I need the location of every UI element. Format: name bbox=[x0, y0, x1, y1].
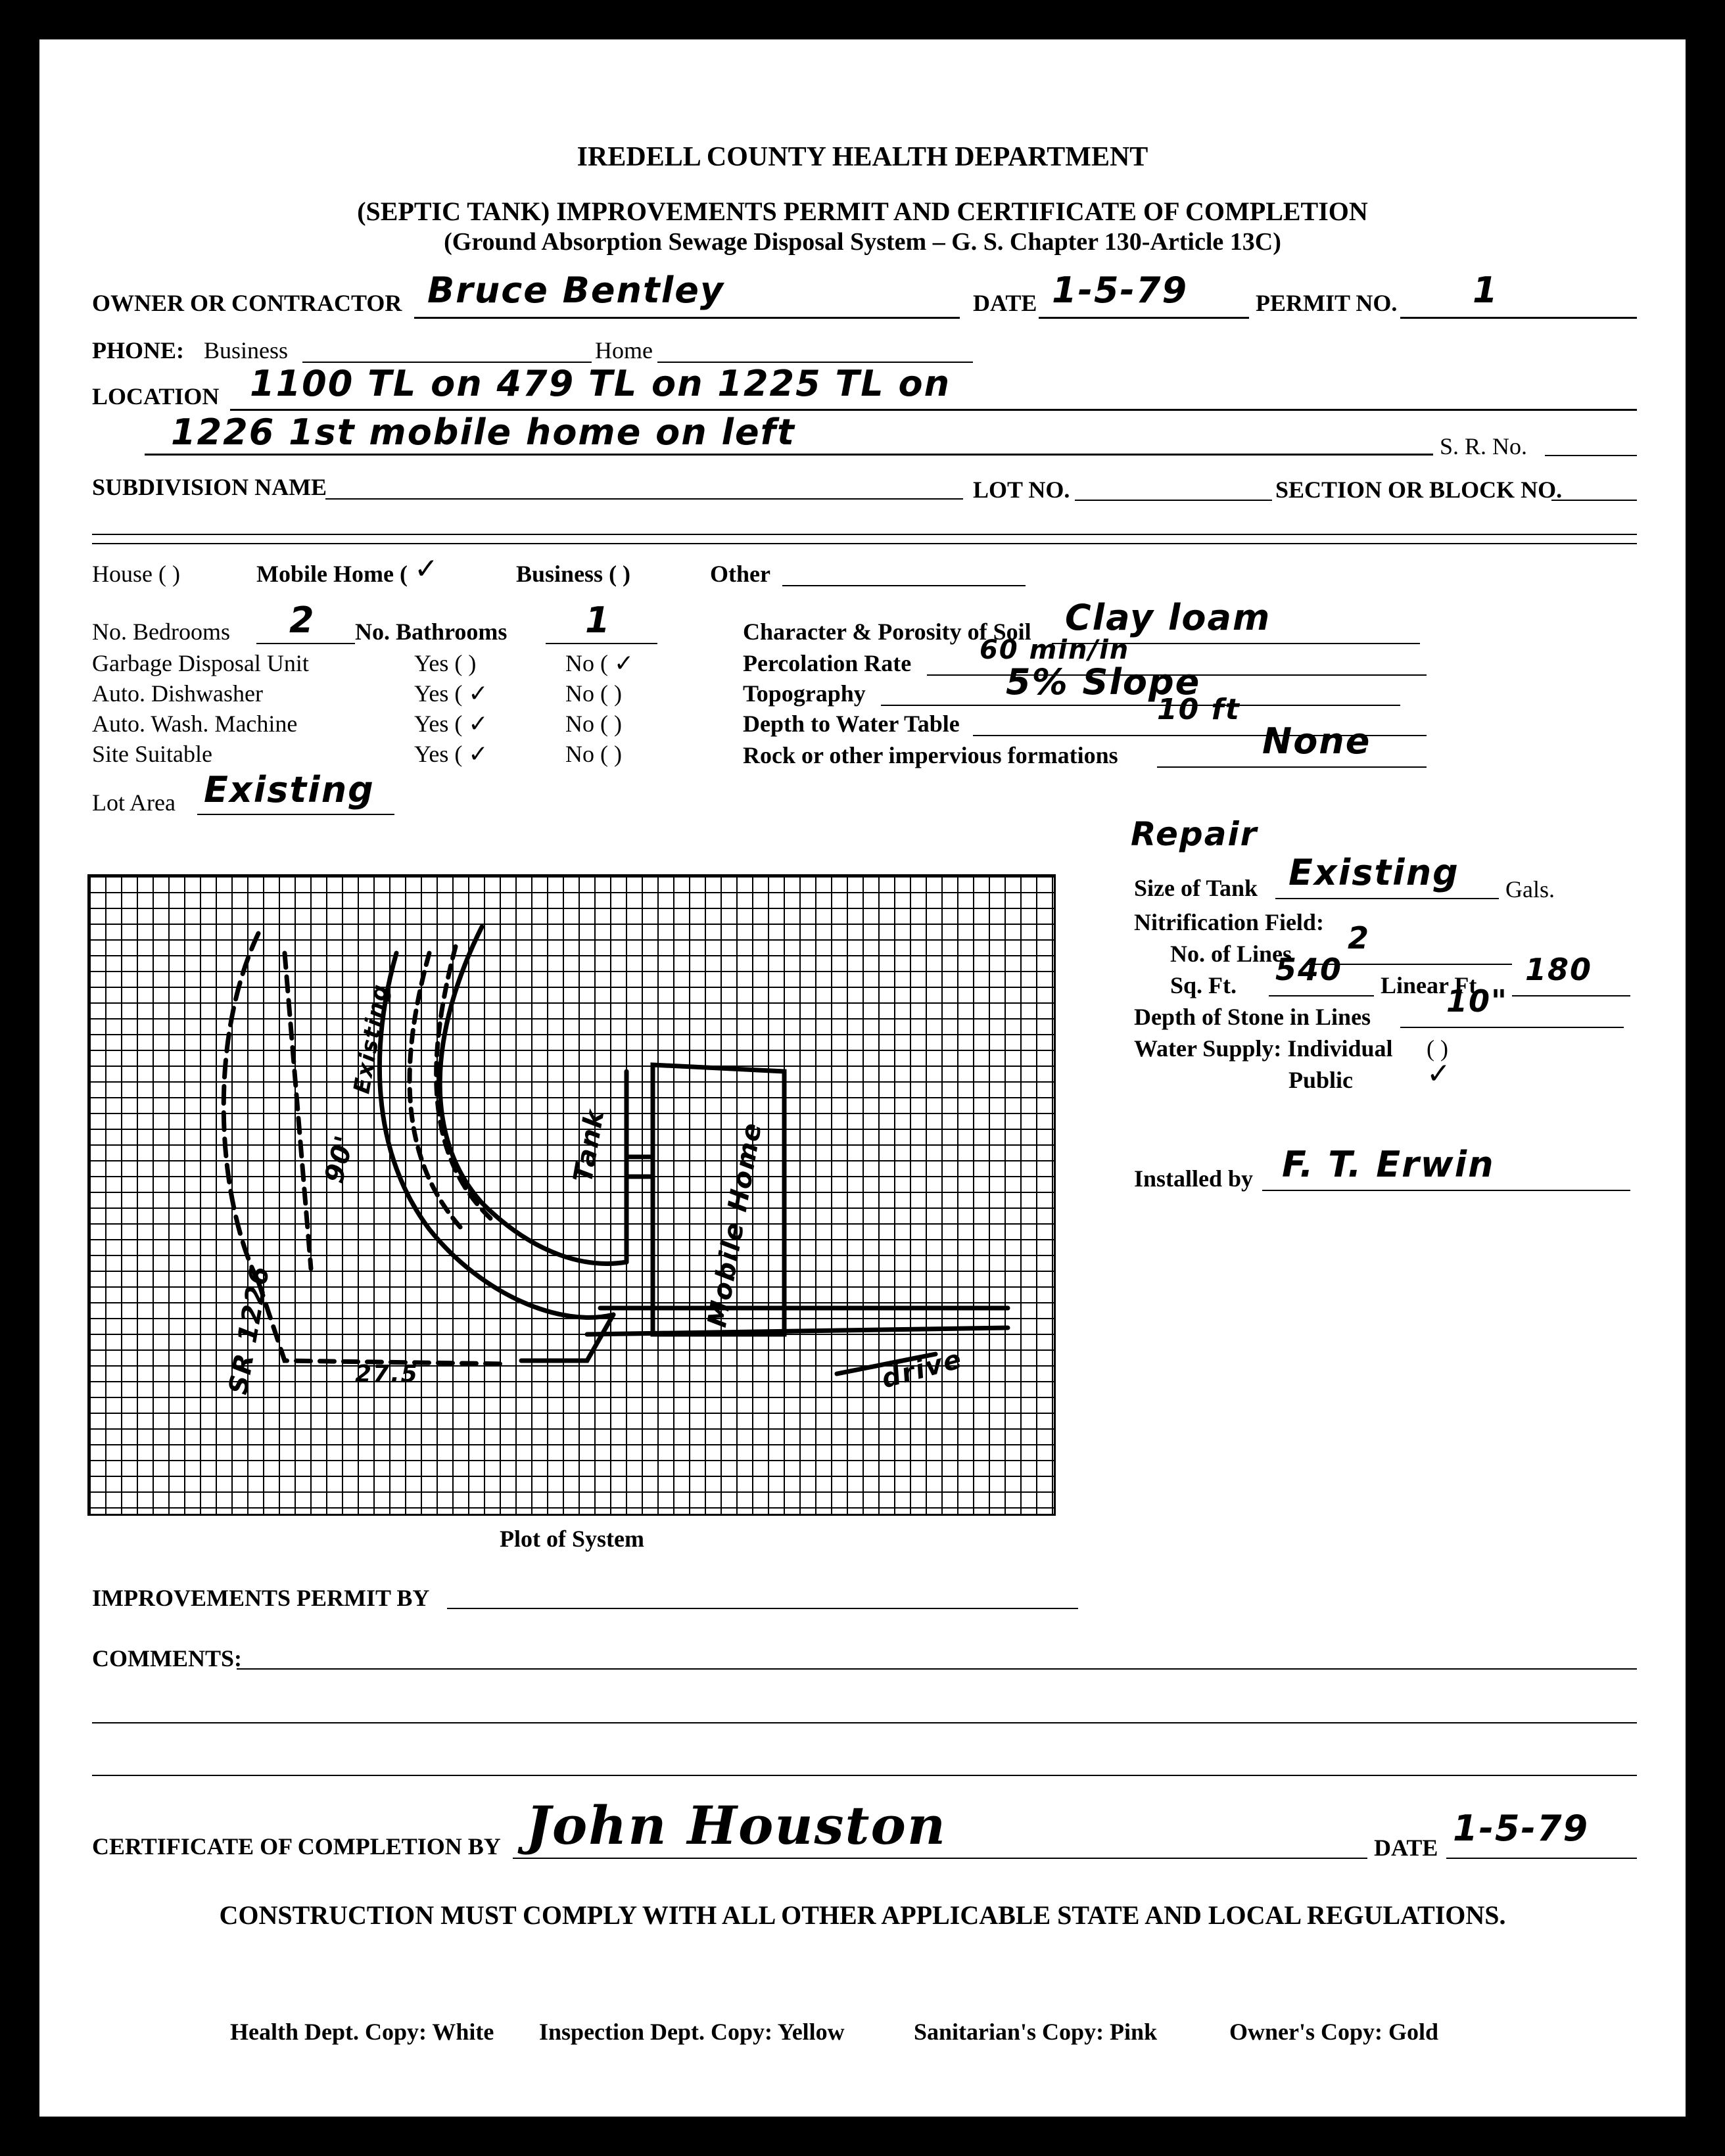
location-value-2[interactable]: 1226 1st mobile home on left bbox=[171, 411, 795, 453]
perc-label: Percolation Rate bbox=[743, 650, 912, 676]
perc-value[interactable]: 60 min/in bbox=[980, 635, 1130, 665]
lot-area-line bbox=[197, 814, 394, 815]
topo-line bbox=[881, 705, 1400, 706]
nitrification-label: Nitrification Field: bbox=[1134, 909, 1324, 935]
phone-home-label: Home bbox=[595, 337, 653, 363]
tank-size-line bbox=[1275, 898, 1499, 899]
type-house[interactable]: House ( ) bbox=[92, 561, 180, 587]
comments-line-2[interactable] bbox=[92, 1722, 1637, 1723]
type-mobile-check[interactable]: ✓ bbox=[414, 552, 440, 586]
comments-line-1[interactable] bbox=[237, 1668, 1637, 1670]
comments-line-3[interactable] bbox=[92, 1775, 1637, 1776]
location-line-2 bbox=[145, 454, 1433, 456]
type-other-label: Other bbox=[710, 561, 770, 587]
amenity-garbage-yes[interactable]: Yes ( ) bbox=[414, 650, 477, 676]
plot-sketch bbox=[87, 874, 1054, 1515]
sqft-label: Sq. Ft. bbox=[1170, 972, 1237, 998]
owner-line bbox=[414, 317, 960, 319]
copy-owner: Owner's Copy: Gold bbox=[1229, 2019, 1439, 2045]
section-line[interactable] bbox=[1551, 500, 1637, 501]
phone-label: PHONE: bbox=[92, 337, 184, 363]
amenity-garbage-no[interactable]: No ( ✓ bbox=[565, 650, 634, 676]
subdivision-label: SUBDIVISION NAME bbox=[92, 474, 327, 500]
stone-value[interactable]: 10" bbox=[1446, 983, 1508, 1019]
date-label: DATE bbox=[973, 290, 1037, 316]
amenity-washer-yes[interactable]: Yes ( ✓ bbox=[414, 711, 488, 737]
tank-size-label: Size of Tank bbox=[1134, 875, 1258, 901]
sketch-label-mobile-home: Mobile Home bbox=[701, 1119, 768, 1330]
tank-size-value[interactable]: Existing bbox=[1288, 852, 1459, 893]
type-other-line[interactable] bbox=[782, 585, 1026, 586]
sketch-label-existing: Existing bbox=[348, 981, 394, 1096]
certificate-date-label: DATE bbox=[1374, 1835, 1438, 1861]
water-table-label: Depth to Water Table bbox=[743, 711, 960, 737]
amenity-garbage-label: Garbage Disposal Unit bbox=[92, 650, 309, 676]
permit-value[interactable]: 1 bbox=[1473, 270, 1499, 311]
amenity-dishwasher-label: Auto. Dishwasher bbox=[92, 680, 263, 707]
bathrooms-line bbox=[546, 643, 657, 644]
sr-line[interactable] bbox=[1545, 455, 1637, 456]
location-label: LOCATION bbox=[92, 383, 220, 410]
sqft-value[interactable]: 540 bbox=[1275, 952, 1343, 987]
water-supply-label: Water Supply: Individual bbox=[1134, 1035, 1393, 1062]
date-value[interactable]: 1-5-79 bbox=[1052, 270, 1189, 311]
department-title: IREDELL COUNTY HEALTH DEPARTMENT bbox=[577, 142, 1148, 172]
phone-business-label: Business bbox=[204, 337, 289, 363]
permit-form bbox=[39, 39, 1686, 2117]
amenity-site-no[interactable]: No ( ) bbox=[565, 741, 622, 767]
topo-value[interactable]: 5% Slope bbox=[1006, 661, 1201, 703]
sketch-label-road: SR 1226 bbox=[223, 1263, 276, 1397]
lot-area-value[interactable]: Existing bbox=[204, 769, 375, 810]
improvements-line[interactable] bbox=[447, 1608, 1078, 1609]
lot-area-label: Lot Area bbox=[92, 789, 176, 816]
rock-value[interactable]: None bbox=[1262, 720, 1371, 762]
water-supply-public-label: Public bbox=[1288, 1067, 1354, 1093]
certificate-date-line bbox=[1446, 1858, 1637, 1859]
linear-line bbox=[1512, 995, 1630, 996]
certificate-line bbox=[513, 1858, 1367, 1859]
certificate-date-value[interactable]: 1-5-79 bbox=[1453, 1808, 1590, 1849]
bedrooms-line bbox=[256, 643, 355, 644]
plot-caption: Plot of System bbox=[500, 1526, 644, 1552]
repair-note: Repair bbox=[1131, 815, 1258, 853]
owner-label: OWNER OR CONTRACTOR bbox=[92, 290, 402, 316]
separator-line-1 bbox=[92, 534, 1637, 535]
stone-line bbox=[1400, 1027, 1624, 1028]
amenity-washer-no[interactable]: No ( ) bbox=[565, 711, 622, 737]
sketch-label-bottom: 27.5 bbox=[355, 1361, 419, 1388]
sqft-line bbox=[1269, 995, 1374, 996]
lot-line[interactable] bbox=[1075, 500, 1272, 501]
sr-label: S. R. No. bbox=[1440, 433, 1528, 459]
installed-by-label: Installed by bbox=[1134, 1165, 1254, 1192]
certificate-signature[interactable]: John Houston bbox=[526, 1794, 947, 1856]
location-value-1[interactable]: 1100 TL on 479 TL on 1225 TL on bbox=[250, 363, 951, 404]
bathrooms-label: No. Bathrooms bbox=[355, 619, 508, 645]
linear-label: Linear Ft. bbox=[1381, 972, 1483, 998]
lines-label: No. of Lines bbox=[1170, 941, 1292, 967]
water-table-value[interactable]: 10 ft bbox=[1157, 693, 1241, 726]
amenity-site-yes[interactable]: Yes ( ✓ bbox=[414, 741, 488, 767]
type-business[interactable]: Business ( ) bbox=[516, 561, 631, 587]
subdivision-line[interactable] bbox=[325, 498, 963, 500]
regulations-notice: CONSTRUCTION MUST COMPLY WITH ALL OTHER APPLICABLE STATE AND LOCAL REGULATIONS. bbox=[219, 1900, 1506, 1930]
bathrooms-value[interactable]: 1 bbox=[585, 599, 611, 641]
lot-label: LOT NO. bbox=[973, 477, 1070, 503]
installed-by-value[interactable]: F. T. Erwin bbox=[1282, 1144, 1495, 1185]
rock-line bbox=[1157, 766, 1427, 768]
bedrooms-value[interactable]: 2 bbox=[289, 599, 316, 641]
rock-label: Rock or other impervious formations bbox=[743, 742, 1118, 768]
sketch-label-line-length: 90' bbox=[319, 1131, 361, 1186]
amenity-dishwasher-no[interactable]: No ( ) bbox=[565, 680, 622, 707]
lines-value[interactable]: 2 bbox=[1348, 920, 1371, 956]
separator-line-2 bbox=[92, 543, 1637, 544]
form-subtitle: (Ground Absorption Sewage Disposal System – G. S. Chapter 130-Article 13C) bbox=[444, 228, 1281, 256]
type-mobile-home[interactable]: Mobile Home ( bbox=[256, 561, 408, 587]
comments-label: COMMENTS: bbox=[92, 1645, 242, 1672]
section-label: SECTION OR BLOCK NO. bbox=[1275, 477, 1563, 503]
water-supply-individual[interactable]: ( ) bbox=[1427, 1035, 1448, 1062]
stone-label: Depth of Stone in Lines bbox=[1134, 1004, 1371, 1030]
copy-health: Health Dept. Copy: White bbox=[230, 2019, 494, 2045]
certificate-label: CERTIFICATE OF COMPLETION BY bbox=[92, 1833, 501, 1860]
soil-character-label: Character & Porosity of Soil bbox=[743, 619, 1031, 645]
amenity-washer-label: Auto. Wash. Machine bbox=[92, 711, 298, 737]
tank-size-unit: Gals. bbox=[1505, 876, 1555, 902]
permit-label: PERMIT NO. bbox=[1256, 290, 1398, 316]
amenity-site-label: Site Suitable bbox=[92, 741, 212, 767]
soil-character-value[interactable]: Clay loam bbox=[1065, 597, 1271, 638]
date-line bbox=[1039, 317, 1249, 319]
water-supply-public-check[interactable]: ✓ bbox=[1427, 1057, 1452, 1090]
permit-line bbox=[1400, 317, 1637, 319]
copy-inspection: Inspection Dept. Copy: Yellow bbox=[539, 2019, 845, 2045]
owner-value[interactable]: Bruce Bentley bbox=[427, 270, 725, 311]
location-line-1 bbox=[230, 409, 1637, 411]
form-title: (SEPTIC TANK) IMPROVEMENTS PERMIT AND CERTIFICATE OF COMPLETION bbox=[357, 197, 1368, 226]
bedrooms-label: No. Bedrooms bbox=[92, 619, 230, 645]
sketch-label-tank: Tank bbox=[567, 1106, 611, 1185]
copy-sanitarian: Sanitarian's Copy: Pink bbox=[914, 2019, 1158, 2045]
improvements-label: IMPROVEMENTS PERMIT BY bbox=[92, 1585, 430, 1611]
sketch-label-drive: drive bbox=[878, 1344, 966, 1395]
topo-label: Topography bbox=[743, 680, 866, 707]
amenity-dishwasher-yes[interactable]: Yes ( ✓ bbox=[414, 680, 488, 707]
linear-value[interactable]: 180 bbox=[1525, 952, 1593, 987]
installed-by-line bbox=[1262, 1190, 1630, 1191]
